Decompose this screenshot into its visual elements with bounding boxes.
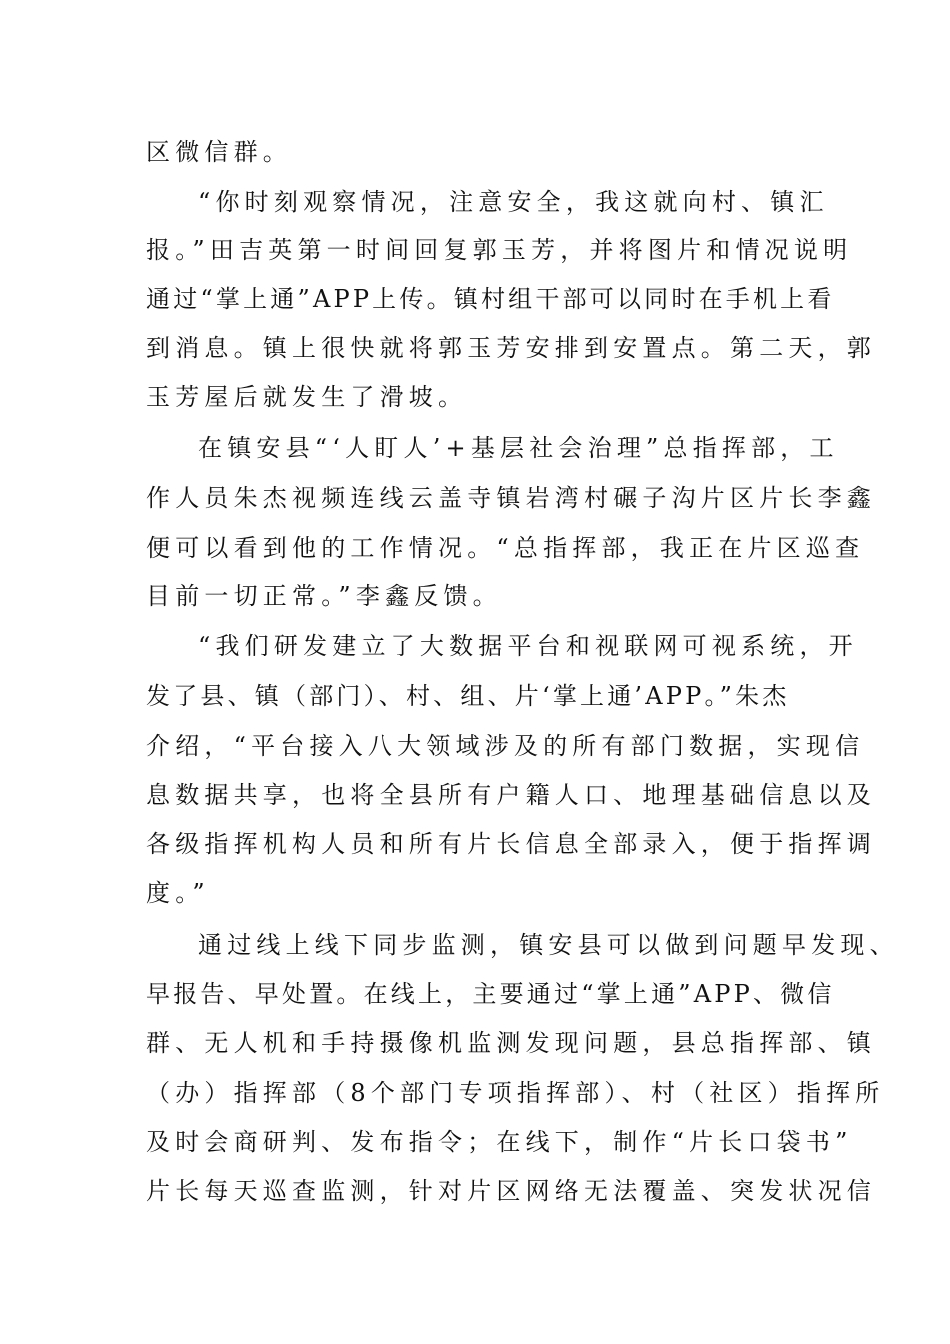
text-line: 度。” bbox=[146, 879, 210, 907]
text-line: 到消息。镇上很快就将郭玉芳安排到安置点。第二天，郭 bbox=[146, 334, 876, 362]
text-line: （办）指挥部（8个部门专项指挥部）、村（社区）指挥所 bbox=[146, 1079, 885, 1107]
text-line: 玉芳屋后就发生了滑坡。 bbox=[146, 383, 468, 411]
text-line: 便可以看到他的工作情况。“总指挥部，我正在片区巡查 bbox=[146, 534, 865, 562]
text-line: 各级指挥机构人员和所有片长信息全部录入，便于指挥调 bbox=[146, 830, 876, 858]
text-line: 息数据共享，也将全县所有户籍人口、地理基础信息以及 bbox=[146, 781, 876, 809]
text-line: 报。”田吉英第一时间回复郭玉芳，并将图片和情况说明 bbox=[146, 236, 853, 264]
text-line: 群、无人机和手持摄像机监测发现问题，县总指挥部、镇 bbox=[146, 1029, 876, 1057]
text-line: 区微信群。 bbox=[146, 138, 292, 166]
text-line: “你时刻观察情况，注意安全，我这就向村、镇汇 bbox=[198, 188, 829, 216]
text-line: 及时会商研判、发布指令；在线下，制作“片长口袋书” bbox=[146, 1128, 853, 1156]
text-line: 作人员朱杰视频连线云盖寺镇岩湾村碾子沟片区片长李鑫 bbox=[146, 484, 876, 512]
text-line: 早报告、早处置。在线上，主要通过“掌上通”APP、微信 bbox=[146, 980, 835, 1008]
text-line: 通过线上线下同步监测，镇安县可以做到问题早发现、 bbox=[198, 931, 899, 959]
text-line: 片长每天巡查监测，针对片区网络无法覆盖、突发状况信 bbox=[146, 1177, 876, 1205]
text-line: 介绍，“平台接入八大领域涉及的所有部门数据，实现信 bbox=[146, 732, 865, 760]
text-line: 通过“掌上通”APP上传。镇村组干部可以同时在手机上看 bbox=[146, 285, 835, 313]
text-line: 发了县、镇（部门）、村、组、片‘掌上通’APP。”朱杰 bbox=[146, 682, 790, 710]
text-line: “我们研发建立了大数据平台和视联网可视系统，开 bbox=[198, 632, 858, 660]
text-line: 在镇安县“‘人盯人’+基层社会治理”总指挥部，工 bbox=[198, 434, 839, 462]
text-line: 目前一切正常。”李鑫反馈。 bbox=[146, 582, 502, 610]
